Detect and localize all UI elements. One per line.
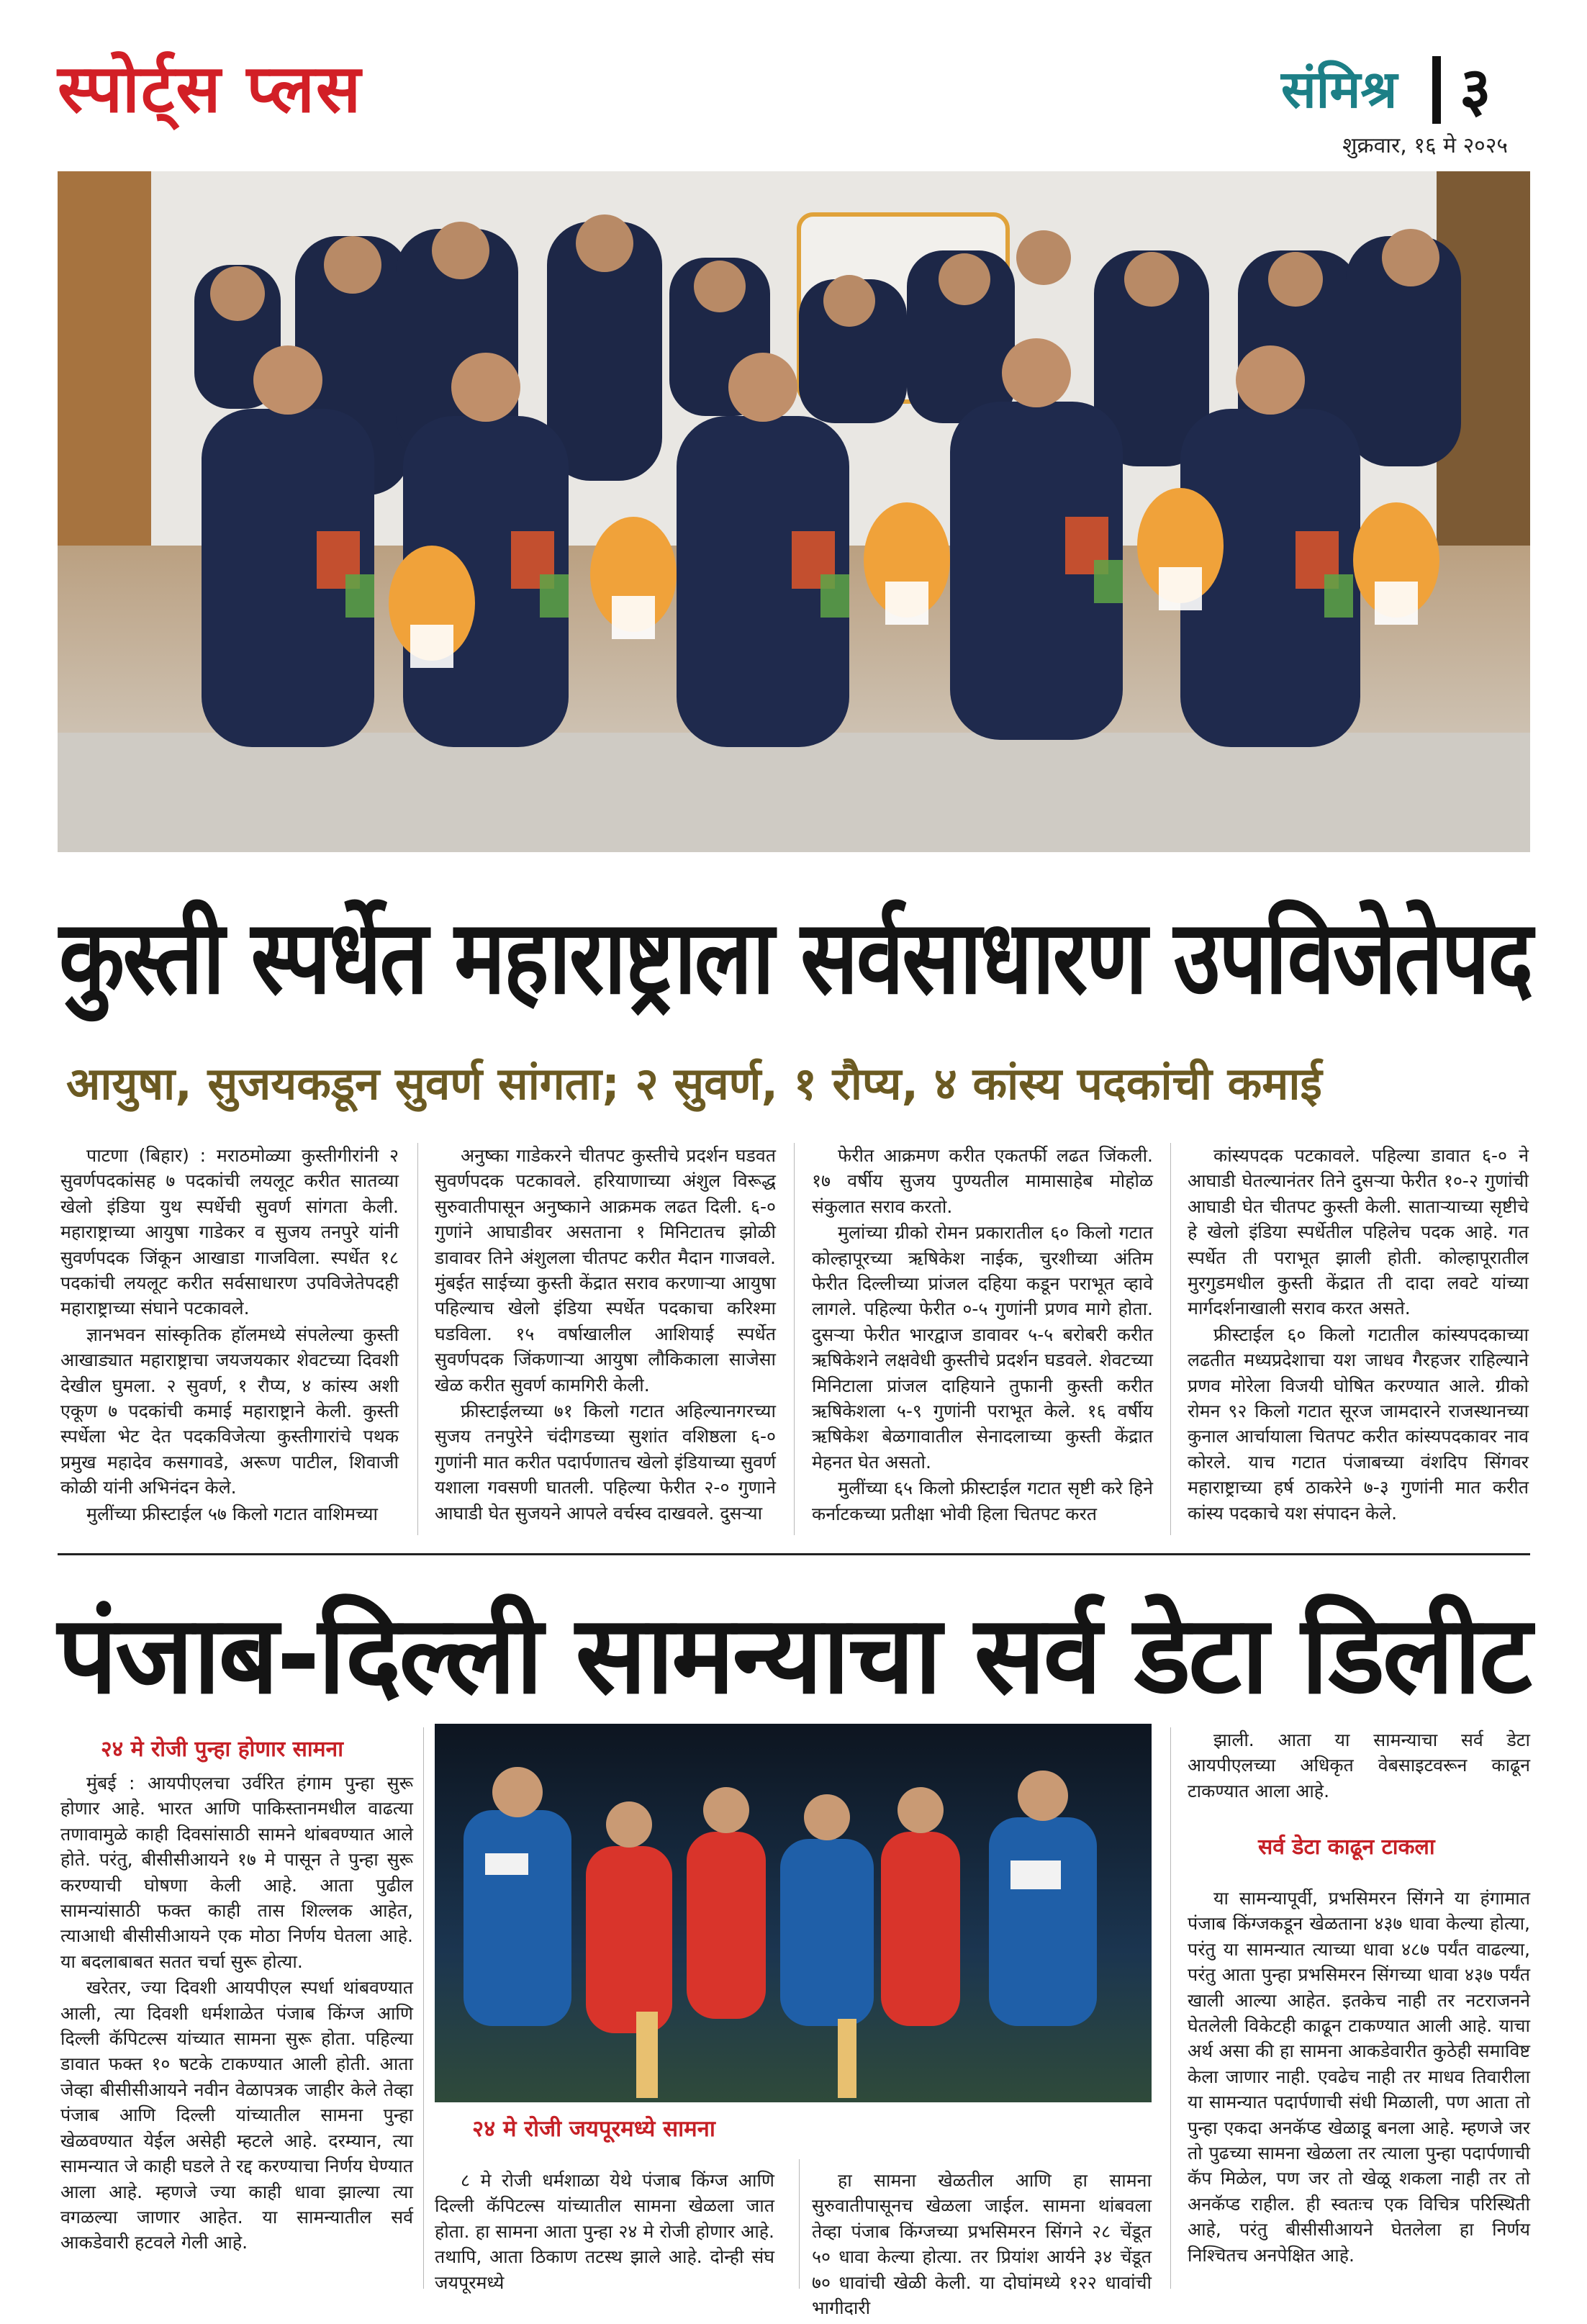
story1-deck: आयुषा, सुजयकडून सुवर्ण सांगता; २ सुवर्ण, १ रौप्य, ४ कांस्य पदकांची कमाई — [66, 1057, 1322, 1110]
paragraph: मुलींच्या ६५ किलो फ्रीस्टाईल गटात सृष्टी करे हिने कर्नाटकच्या प्रतीक्षा भोवी हिला चितपट करत — [812, 1478, 1153, 1524]
paragraph: ज्ञानभवन सांस्कृतिक हॉलमध्ये संपलेल्या कुस्ती आखाड्यात महाराष्ट्राचा जयजयकार शेवटच्या दिवशी देखील घुमला. २ सुवर्ण, १ रौप्य, ४ कांस्य अशी एकूण ७ पदकांची कमाई महाराष्ट्राने केली. कुस्ती स्पर्धेला भेट देत पदकविजेत्या कुस्तीगारांचे पथक प्रमुख महादेव कसगावडे, अरूण पाटील, शिवाजी कोळी यांनी अभिनंदन केले. — [60, 1324, 399, 1498]
paragraph: फेरीत आक्रमण करीत एकतर्फी लढत जिंकली. १७ वर्षीय सुजय पुण्यतील मामासाहेब मोहोळ संकुलात सराव करतो. — [812, 1145, 1153, 1217]
story2-headline: पंजाब-दिल्ली सामन्याचा सर्व डेटा डिलीट — [58, 1593, 1530, 1718]
story2-subhead-2: सर्व डेटा काढून टाकला — [1258, 1835, 1435, 1860]
story2-column-1 — [60, 1771, 413, 2274]
story1-column-4 — [1188, 1143, 1529, 1532]
paragraph: फ्रीस्टाईल ६० किलो गटातील कांस्यपदकाच्या लढतीत मध्यप्रदेशाचा यश जाधव गैरहजर राहिल्याने प्रणव मोरेला विजयी घोषित करण्यात आले. ग्रीको रोमन ९२ किलो गटात सूरज जामदारने राजस्थानच्या कुनाल आर्चायाला चितपट करीत कांस्यपदकावर नाव कोरले. याच गटात पंजाबच्या वंशदिप सिंगवर महाराष्ट्राच्या हर्ष ठाकरेने ७-३ गुणांनी मात करीत कांस्य पदकाचे यश संपादन केले. — [1188, 1324, 1529, 1524]
story2-column-3 — [812, 2168, 1152, 2319]
paragraph: कांस्यपदक पटकावले. पहिल्या डावात ६-० ने आघाडी घेतल्यानंतर तिने दुसऱ्या फेरीत १०-२ गुणांची आघाडी घेत चीतपट कुस्ती केली. साताऱ्याच्या सृष्टीचे हे खेलो इंडिया स्पर्धेतील पहिलेच पदक आहे. गत स्पर्धेत ती पराभूत झाली होती. कोल्हापूरातील मुरगुडमधील कुस्ती केंद्रात ती दादा लवटे यांच्या मार्गदर्शनाखाली सराव करत असते. — [1188, 1145, 1529, 1319]
section-divider — [58, 1553, 1530, 1555]
story1-column-3 — [812, 1143, 1153, 1532]
story2-column-2 — [435, 2168, 774, 2293]
story2-column-4-top — [1188, 1727, 1530, 1807]
story1-column-1 — [60, 1143, 399, 1532]
column-divider — [794, 1143, 795, 1535]
paragraph: मुलांच्या ग्रीको रोमन प्रकारातील ६० किलो गटात कोल्हापूरच्या ऋषिकेश नाईक, चुरशीच्या अंतिम फेरीत दिल्लीच्या प्रांजल दहिया कडून पराभूत व्हावे लागले. पहिल्या फेरीत ०-५ गुणांनी प्रणव मागे होता. दुसऱ्या फेरीत भारद्वाज डावावर ५-५ बरोबरी करीत ऋषिकेशने लक्षवेधी कुस्तीचे प्रदर्शन घडवले. शेवटच्या मिनिटाला प्रांजल दाहियाने तुफानी कुस्ती करीत ऋषिकेशला ५-९ गुणांनी पराभूत केले. १६ वर्षीय ऋषिकेश बेळगावातील सेनादलाच्या कुस्ती केंद्रात मेहनत घेत असतो. — [812, 1222, 1153, 1473]
story2-subhead-1: २४ मे रोजी पुन्हा होणार सामना — [101, 1737, 343, 1762]
page-number: ३ — [1460, 54, 1491, 125]
wrestling-team-photo-icon — [58, 171, 1530, 852]
paragraph: खरेतर, ज्या दिवशी आयपीएल स्पर्धा थांबवण्यात आली, त्या दिवशी धर्मशाळेत पंजाब किंग्ज आणि दिल्ली कॅपिटल्स यांच्यात सामना सुरू होता. पहिल्या डावात फक्त १० षटके टाकण्यात आली होती. आता जेव्हा बीसीसीआयने नवीन वेळापत्रक जाहीर केले तेव्हा पंजाब आणि दिल्ली यांच्यातील सामना पुन्हा खेळवण्यात येईल असेही म्हटले आहे. दरम्यान, त्या सामन्यात जे काही घडले ते रद्द करण्याचा निर्णय घेण्यात आला आहे. म्हणजे ज्या काही धावा झाल्या त्या वगळल्या जाणार आहेत. या सामन्यातील सर्व आकडेवारी हटवले गेली आहे. — [60, 1977, 413, 2253]
column-divider — [417, 1143, 418, 1535]
wrestling-team-photo — [58, 171, 1530, 852]
column-divider — [799, 2159, 800, 2289]
masthead — [0, 0, 1587, 162]
paragraph: मुलींच्या फ्रीस्टाईल ५७ किलो गटात वाशिमच्या — [86, 1503, 378, 1524]
column-divider — [1170, 1143, 1171, 1535]
story1-headline: कुस्ती स्पर्धेत महाराष्ट्राला सर्वसाधारण उपविजेतेपद — [59, 898, 1532, 1017]
paragraph: फ्रीस्टाईलच्या ७१ किलो गटात अहिल्यानगरच्या सुजय तनपुरेने चंदीगडच्या सुशांत वशिष्ठला ६-० गुणांनी मात करीत पदार्पणातच खेलो इंडियाच्या सुवर्ण यशाला गवसणी घातली. पहिल्या फेरीत २-० गुणाने आघाडी घेत सुजयने आपले वर्चस्व दाखवले. दुसऱ्या — [435, 1401, 776, 1524]
paragraph: मुंबई : आयपीएलचा उर्वरित हंगाम पुन्हा सुरू होणार आहे. भारत आणि पाकिस्तानमधील वाढत्या तणावामुळे काही दिवसांसाठी सामने थांबवण्यात आले होते. परंतु, बीसीसीआयने १७ मे पासून ते पुन्हा सुरू करण्याची घोषणा केली आहे. आता पुढील सामन्यांसाठी फक्त काही तास शिल्लक आहेत, त्याआधी बीसीसीआयने एक मोठा निर्णय घेतला आहे. या बदलाबाबत सतत चर्चा सुरू होत्या. — [60, 1773, 413, 1972]
cricket-players-photo-icon — [435, 1724, 1152, 2102]
story1-column-2 — [435, 1143, 776, 1532]
paragraph: झाली. आता या सामन्याचा सर्व डेटा आयपीएलच्या अधिकृत वेबसाइटवरून काढून टाकण्यात आला आहे. — [1188, 1730, 1530, 1801]
story2-column-4 — [1188, 1886, 1530, 2289]
column-divider — [423, 1727, 424, 2289]
photo-caption: २४ मे रोजी जयपूरमध्ये सामना — [472, 2116, 715, 2142]
paragraph: हा सामना खेळतील आणि हा सामना सुरुवातीपासूनच खेळला जाईल. सामना थांबवला तेव्हा पंजाब किंग्जच्या प्रभसिमरन सिंगने २८ चेंडूत ५० धावा केल्या होत्या. तर प्रियांश आर्यने ३४ चेंडूत ७० धावांची खेळी केली. या दोघांमध्ये १२२ धावांची भागीदारी — [812, 2170, 1152, 2319]
paragraph: ८ मे रोजी धर्मशाळा येथे पंजाब किंग्ज आणि दिल्ली कॅपिटल्स यांच्यातील सामना खेळला जात होता. हा सामना आता पुन्हा २४ मे रोजी होणार आहे. तथापि, आता ठिकाण तटस्थ झाले आहे. दोन्ही संघ जयपूरमध्ये — [435, 2170, 774, 2293]
cricket-match-photo — [435, 1724, 1152, 2102]
newspaper-title: स्पोर्ट्स प्लस — [58, 50, 363, 127]
issue-date: शुक्रवार, १६ मे २०२५ — [1342, 133, 1508, 158]
paragraph: अनुष्का गाडेकरने चीतपट कुस्तीचे प्रदर्शन घडवत सुवर्णपदक पटकावले. हरियाणाच्या अंशुल विरूद्ध सुरुवातीपासून अनुष्काने आक्रमक लढत दिली. ६-० गुणांने आघाडीवर असताना १ मिनिटातच झोळी डावावर तिने अंशुलला चीतपट करीत मैदान गाजवले. मुंबईत साईच्या कुस्ती केंद्रात सराव करणाऱ्या आयुषा पहिल्याच खेलो इंडिया स्पर्धेत पदकाचा करिश्मा घडविला. १५ वर्षाखालील आशियाई स्पर्धेत सुवर्णपदक जिंकणाऱ्या आयुषा लौकिकाला साजेसा खेळ करीत सुवर्ण कामगिरी केली. — [435, 1145, 776, 1396]
paragraph: या सामन्यापूर्वी, प्रभसिमरन सिंगने या हंगामात पंजाब किंग्जकडून खेळताना ४३७ धावा केल्या होत्या, परंतु या सामन्यात त्याच्या धावा ४८७ पर्यंत वाढल्या, परंतु आता पुन्हा प्रभसिमरन सिंगच्या धावा ४३७ पर्यंत खाली आल्या आहेत. इतकेच नाही तर नटराजनने घेतलेली विकेटही काढून टाकण्यात आली आहे. याचा अर्थ असा की हा सामना आकडेवारीत कुठेही समाविष्ट केला जाणार नाही. एवढेच नाही तर माधव तिवारीला या सामन्यात पदार्पणाची संधी मिळाली, पण आता तो पुन्हा एकदा अनकॅप्ड खेळाडू बनला आहे. म्हणजे जर तो पुढच्या सामना खेळला तर त्याला पुन्हा पदार्पणाची कॅप मिळेल, पण जर तो खेळू शकला नाही तर तो अनकॅप्ड राहील. ही स्वतःच एक विचित्र परिस्थिती आहे, परंतु बीसीसीआयने घेतलेला हा निर्णय निश्चितच अनपेक्षित आहे. — [1188, 1888, 1530, 2266]
column-divider — [1170, 1727, 1171, 2289]
masthead-divider — [1432, 56, 1441, 124]
section-name: संमिश्र — [1281, 59, 1398, 119]
paragraph: पाटणा (बिहार) : मराठमोळ्या कुस्तीगीरांनी २ सुवर्णपदकांसह ७ पदकांची लयलूट करीत सातव्या खेलो इंडिया युथ स्पर्धेची सुवर्ण सांगता केली. महाराष्ट्राच्या आयुषा गाडेकर व सुजय तनपुरे यांनी सुवर्णपदक जिंकून आखाडा गाजविला. स्पर्धेत १८ पदकांची लयलूट करीत सर्वसाधारण उपविजेतेपदही महाराष्ट्राच्या संघाने पटकावले. — [60, 1145, 399, 1319]
